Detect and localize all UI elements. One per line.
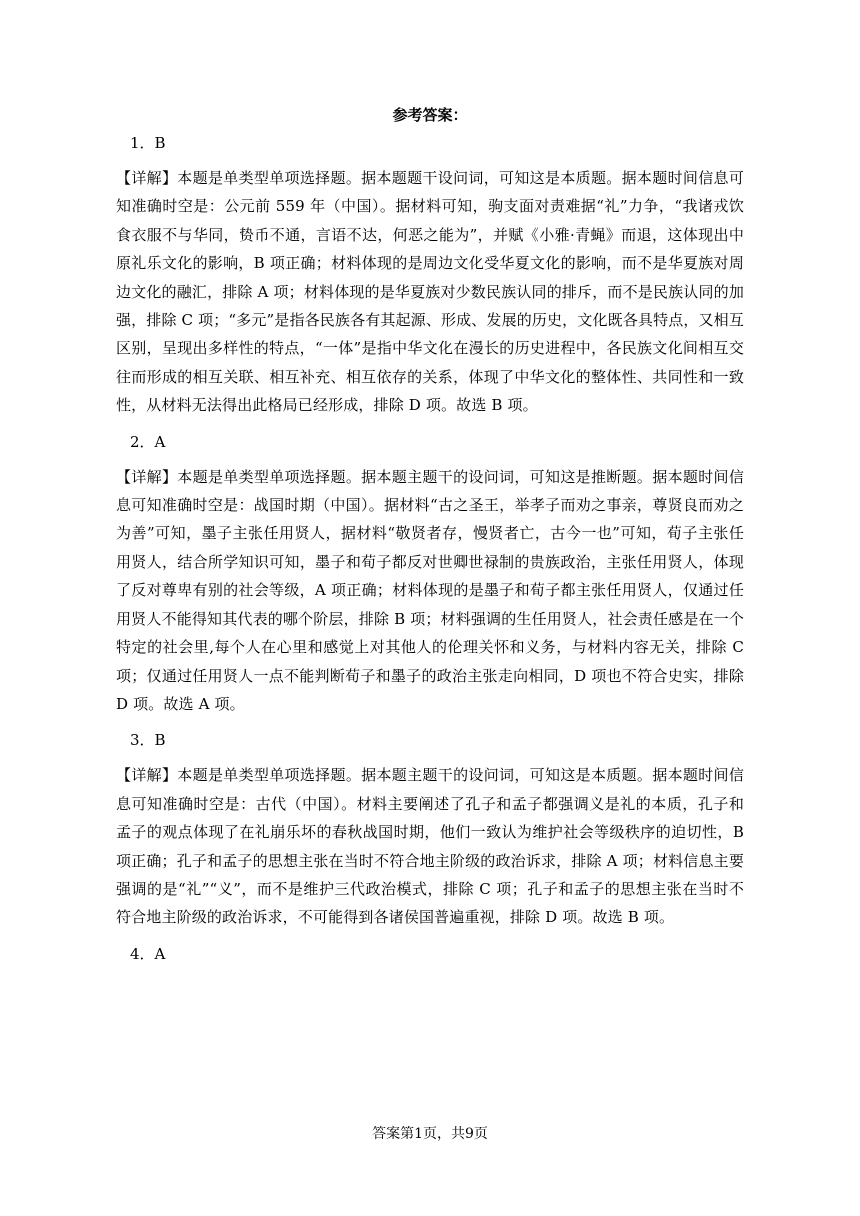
answer-item-2 (116, 431, 744, 719)
question-number: 1．B (130, 134, 166, 152)
explanation-text: 本题是单类型单项选择题。据本题主题干的设问词，可知这是推断题。据本题时间信息可知准确时空是：战国时期（中国）。据材料“古之圣王，举孝子而劝之事亲，尊贤良而劝之为善”可知，墨子主张任用贤人，据材料“敬贤者存，慢贤者亡，古今一也”可知，荀子主张任用贤人，结合所学知识可知，墨子和荀子都反对世卿世禄制的贵族政治，主张任用贤人，体现了反对尊卑有别的社会等级，A 项正确；材料体现的是墨子和荀子都主张任用贤人，仅通过任用贤人不能得知其代表的哪个阶层，排除 B 项；材料强调的生任用贤人，社会责任感是在一个特定的社会里,每个人在心里和感觉上对其他人的伦理关怀和义务，与材料内容无关，排除 C 项；仅通过任用贤人一点不能判断荀子和墨子的政治主张走向相同，D 项也不符合史实，排除 D 项。故选 A 项。 (116, 467, 744, 713)
answer-item-3 (116, 729, 744, 931)
page-footer: 答案第1页，共9页 (372, 1126, 488, 1142)
explanation-tag: 【详解】 (116, 169, 178, 187)
explanation-tag: 【详解】 (116, 467, 178, 486)
answer-item-4 (116, 943, 744, 965)
explanation-paragraph (116, 164, 744, 420)
answer-item-1 (116, 132, 744, 420)
question-number: 2．A (130, 432, 166, 451)
explanation-text: 本题是单类型单项选择题。据本题题干设问词，可知这是本质题。据本题时间信息可知准确时空是：公元前 559 年（中国）。据材料可知，驹支面对责难据“礼”力争，“我诸戎饮食衣服不与华同，贽币不通，言语不达，何恶之能为”，并赋《小雅·青蝇》而退，这体现出中原礼乐文化的影响，B 项正确；材料体现的是周边文化受华夏文化的影响，而不是华夏族对周边文化的融汇，排除 A 项；材料体现的是华夏族对少数民族认同的排斥，而不是民族认同的加强，排除 C 项；“多元”是指各民族各有其起源、形成、发展的历史，文化既各具特点，又相互区别，呈现出多样性的特点，“一体”是指中华文化在漫长的历史进程中，各民族文化间相互交往而形成的相互关联、相互补充、相互依存的关系，体现了中华文化的整体性、共同性和一致性，从材料无法得出此格局已经形成，排除 D 项。故选 B 项。 (116, 169, 744, 415)
explanation-text: 本题是单类型单项选择题。据本题主题干的设问词，可知这是本质题。据本题时间信息可知准确时空是：古代（中国）。材料主要阐述了孔子和孟子都强调义是礼的本质，孔子和孟子的观点体现了在礼崩乐坏的春秋战国时期，他们一致认为维护社会等级秩序的迫切性，B 项正确；孔子和孟子的思想主张在当时不符合地主阶级的政治诉求，排除 A 项；材料信息主要强调的是“礼”“义”，而不是维护三代政治模式，排除 C 项；孔子和孟子的思想主张在当时不符合地主阶级的政治诉求，不可能得到各诸侯国普遍重视，排除 D 项。故选 B 项。 (116, 766, 744, 927)
explanation-paragraph (116, 463, 744, 719)
page-title: 参考答案： (392, 106, 468, 124)
answer-list (116, 130, 744, 975)
question-number: 4．A (130, 944, 166, 963)
explanation-paragraph (116, 761, 744, 931)
explanation-tag: 【详解】 (116, 766, 178, 785)
question-number: 3．B (130, 731, 166, 750)
